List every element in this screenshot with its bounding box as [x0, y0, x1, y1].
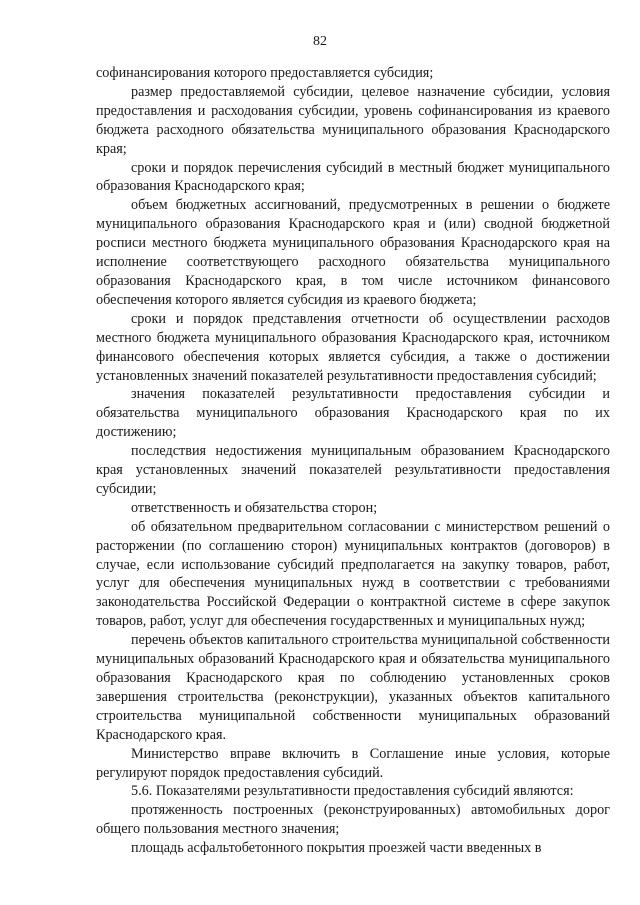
paragraph-prior-approval: об обязательном предварительном согласовании с министерством решений о расторжении (по соглашению сторон) муниципальных контрактов (договоров) в случае, если использование субсидий предполагается на закупку товаров, работ, услуг для обеспечения муниципальных нужд в соответствии с требованиями законодательства Российской Федерации о контрактной системе в сфере закупок товаров, работ, услуг для обеспечения государственных и муниципальных нужд; — [96, 518, 610, 630]
paragraph-section-5-6: 5.6. Показателями результативности предоставления субсидий являются: — [131, 783, 574, 800]
document-body — [96, 64, 610, 858]
paragraph-indicator-values: значения показателей результативности предоставления субсидии и обязательства муниципального образования Краснодарского края по их достижению; — [96, 386, 610, 441]
paragraph-transfer-terms: сроки и порядок перечисления субсидий в местный бюджет муниципального образования Краснодарского края; — [96, 159, 610, 195]
paragraph-budget-allocations: объем бюджетных ассигнований, предусмотренных в решении о бюджете муниципального образования Краснодарского края и (или) сводной бюджетной росписи местного бюджета муниципального образования Краснодарского края на исполнение соответствующего расходного обязательства муниципального образования Краснодарского края, в том числе источником финансового обеспечения которого является субсидия из краевого бюджета; — [96, 197, 610, 308]
paragraph-subsidy-size: размер предоставляемой субсидии, целевое назначение субсидии, условия предоставления и расходования субсидии, уровень софинансирования из краевого бюджета расходного обязательства муниципального образования Краснодарского края; — [96, 83, 610, 157]
page-number: 82 — [313, 34, 327, 49]
paragraph-responsibility: ответственность и обязательства сторон; — [131, 499, 378, 516]
paragraph-continuation: софинансирования которого предоставляется субсидия; — [96, 65, 434, 81]
paragraph-asphalt-area: площадь асфальтобетонного покрытия проезжей части введенных в — [131, 840, 542, 857]
paragraph-ministry-rights: Министерство вправе включить в Соглашение иные условия, которые регулируют порядок предоставления субсидий. — [96, 745, 610, 781]
paragraph-consequences: последствия недостижения муниципальным образованием Краснодарского края установленных значений показателей результативности предоставления субсидии; — [96, 443, 610, 497]
paragraph-construction-objects: перечень объектов капитального строительства муниципальной собственности муниципальных образований Краснодарского края и обязательства муниципального образования Краснодарского края по соблюдению установленных сроков завершения строительства (реконструкции), указанных объектов капитального строительства муниципальной собственности муниципальных образований Краснодарского края. — [96, 632, 610, 743]
paragraph-reporting-terms: сроки и порядок представления отчетности об осуществлении расходов местного бюджета муниципального образования Краснодарского края, источником финансового обеспечения которых является субсидия, а также о достижении установленных значений показателей результативности предоставления субсидий; — [96, 310, 610, 384]
paragraph-road-length: протяженность построенных (реконструированных) автомобильных дорог общего пользования местного значения; — [96, 802, 610, 838]
